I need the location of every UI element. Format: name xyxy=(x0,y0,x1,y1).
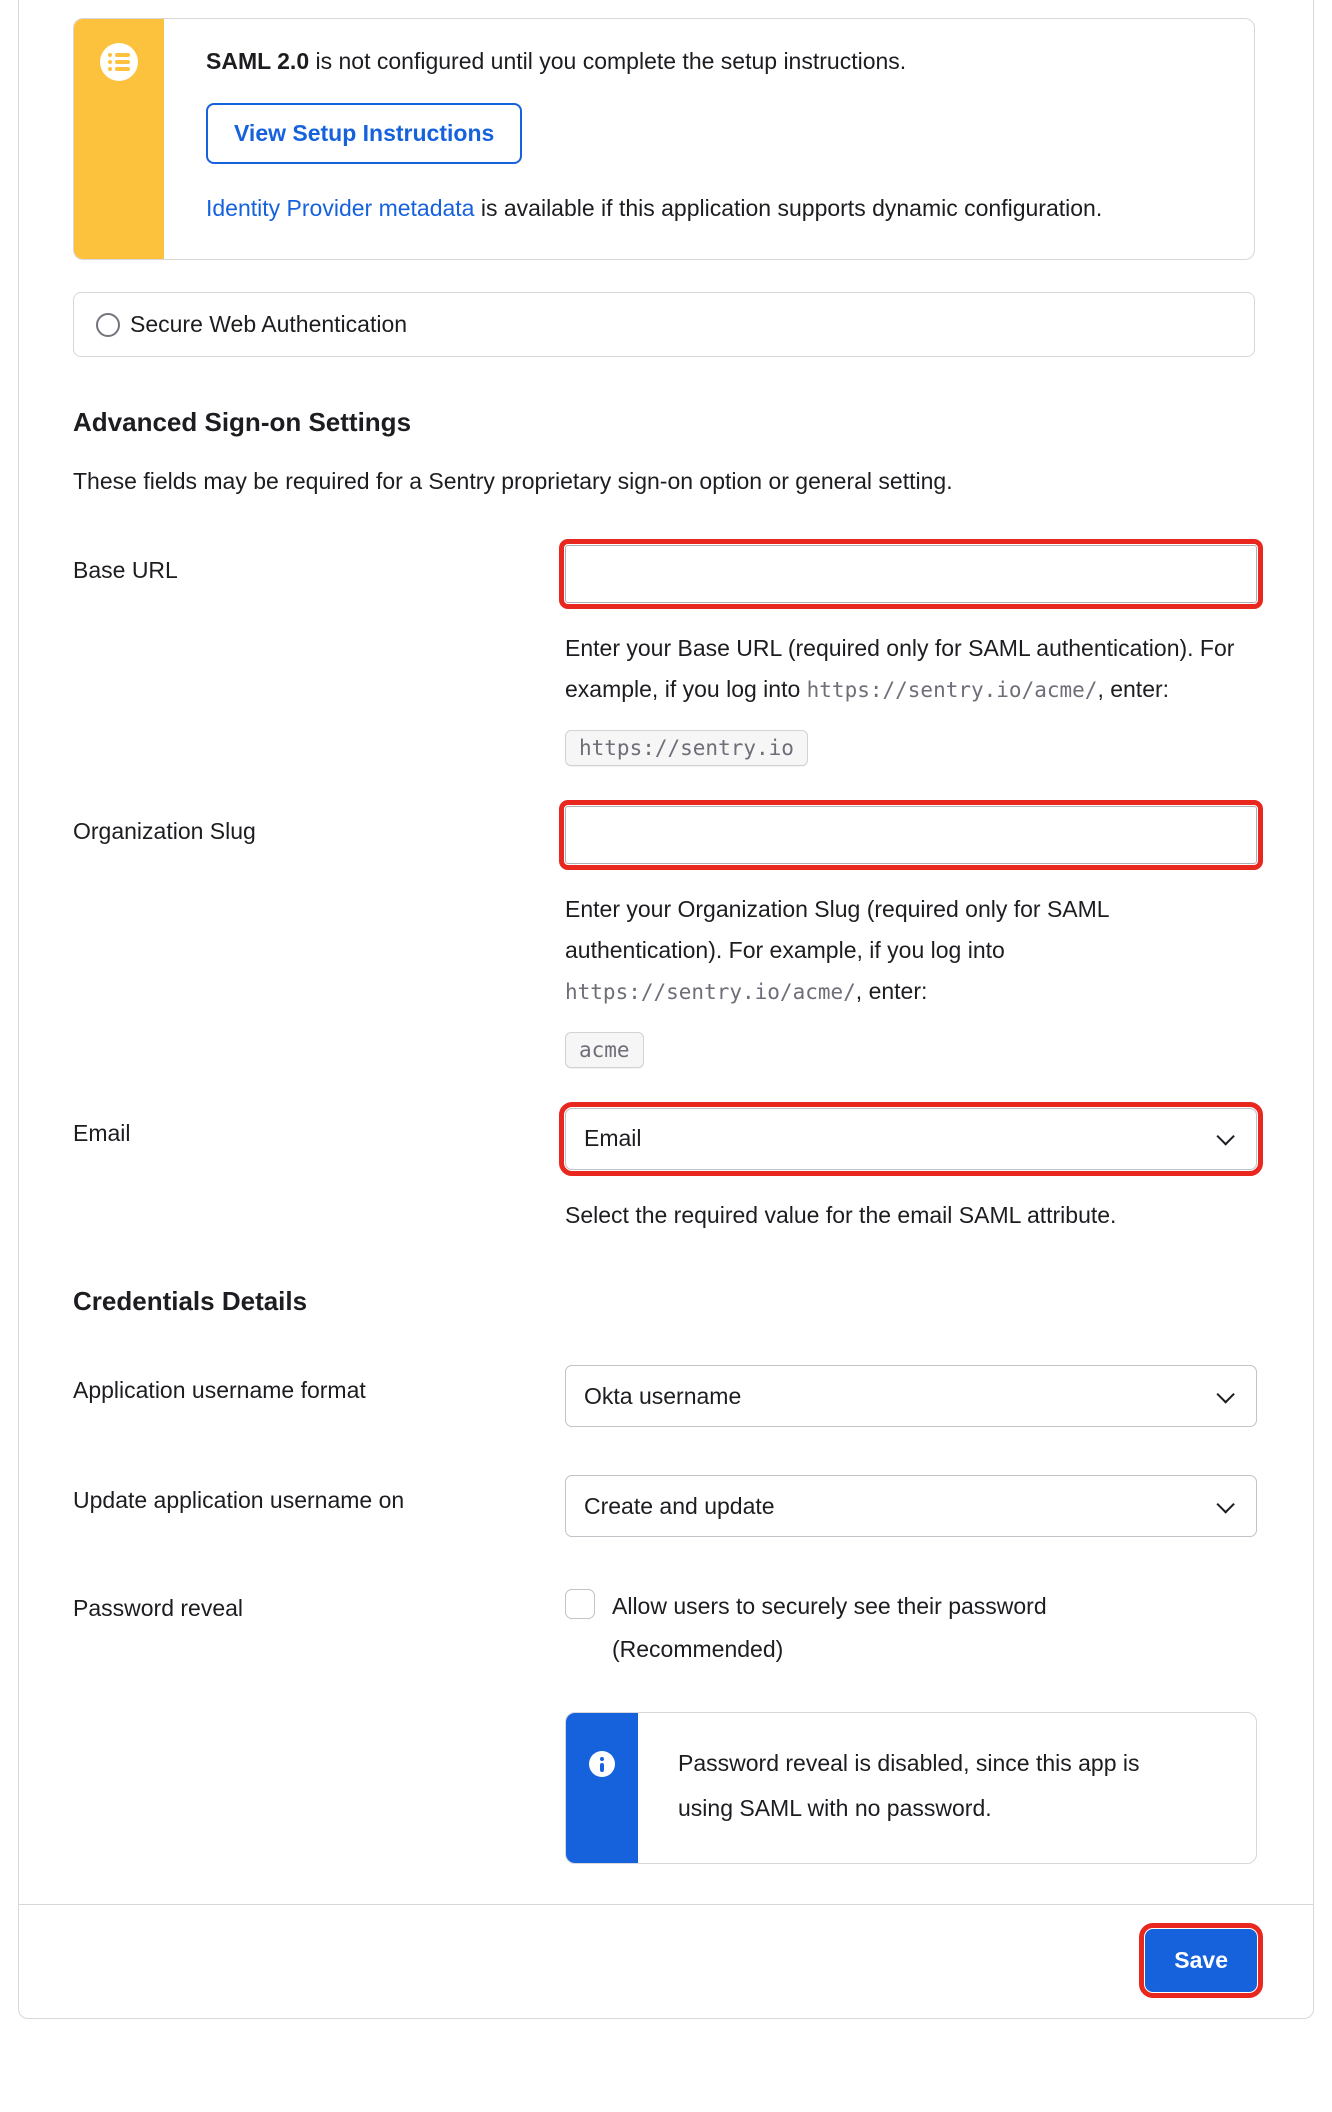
application-username-format-select[interactable] xyxy=(565,1365,1257,1427)
base-url-help: Enter your Base URL (required only for SAML authentication). For example, if you log into https://sentry.io/acme/, enter: xyxy=(565,634,1235,703)
password-reveal-row xyxy=(73,1583,1255,1864)
organization-slug-example-chip: acme xyxy=(565,1032,644,1068)
sign-on-settings-card xyxy=(18,0,1314,2019)
swa-radio-label: Secure Web Authentication xyxy=(130,311,408,338)
swa-radio-button[interactable] xyxy=(96,313,120,337)
update-application-username-value: Create and update xyxy=(584,1492,775,1519)
password-reveal-label: Password reveal xyxy=(73,1595,244,1622)
application-username-format-value: Okta username xyxy=(584,1382,742,1409)
update-application-username-select[interactable] xyxy=(565,1475,1257,1537)
form-footer xyxy=(19,1904,1313,2018)
email-row xyxy=(73,1108,1255,1236)
password-reveal-checkbox-label: Allow users to securely see their password (Recommended) xyxy=(612,1593,1047,1662)
base-url-example-chip: https://sentry.io xyxy=(565,730,808,766)
email-select-value: Email xyxy=(584,1125,642,1152)
organization-slug-example-url: https://sentry.io/acme/ xyxy=(565,980,856,1005)
advanced-sign-on-settings-description: These fields may be required for a Sentry proprietary sign-on option or general setting. xyxy=(73,468,953,495)
email-help: Select the required value for the email SAML attribute. xyxy=(565,1201,1117,1228)
organization-slug-label: Organization Slug xyxy=(73,817,256,844)
saml-warning-callout xyxy=(73,18,1255,260)
organization-slug-row xyxy=(73,806,1255,1068)
password-reveal-checkbox[interactable] xyxy=(565,1589,595,1619)
info-callout-band xyxy=(566,1713,638,1863)
base-url-label: Base URL xyxy=(73,556,178,583)
update-application-username-label: Update application username on xyxy=(73,1487,405,1514)
secure-web-authentication-option[interactable] xyxy=(73,292,1255,357)
organization-slug-help: Enter your Organization Slug (required only for SAML authentication). For example, if you log into https://sentry.io/acme/, enter: xyxy=(565,895,1109,1005)
base-url-example-url: https://sentry.io/acme/ xyxy=(806,678,1098,703)
saml-version-label: SAML 2.0 xyxy=(206,48,310,74)
password-reveal-info-message: Password reveal is disabled, since this app is using SAML with no password. xyxy=(678,1750,1140,1822)
chevron-down-icon xyxy=(1216,1127,1234,1145)
info-icon xyxy=(589,1751,615,1777)
view-setup-instructions-button[interactable]: View Setup Instructions xyxy=(206,103,522,164)
saml-not-configured-message: SAML 2.0 is not configured until you complete the setup instructions. xyxy=(206,48,907,74)
password-reveal-info-callout xyxy=(565,1712,1257,1864)
save-button[interactable]: Save xyxy=(1145,1929,1257,1992)
advanced-sign-on-settings-heading: Advanced Sign-on Settings xyxy=(73,407,412,438)
bulleted-list-icon xyxy=(100,43,138,81)
application-username-format-label: Application username format xyxy=(73,1377,366,1404)
idp-metadata-text: Identity Provider metadata is available if this application supports dynamic configuration. xyxy=(206,194,1103,221)
credentials-details-heading: Credentials Details xyxy=(73,1286,308,1317)
chevron-down-icon xyxy=(1216,1385,1234,1403)
base-url-row xyxy=(73,545,1255,766)
email-select[interactable] xyxy=(565,1108,1257,1170)
email-label: Email xyxy=(73,1119,131,1146)
organization-slug-input[interactable] xyxy=(565,806,1257,864)
base-url-input[interactable] xyxy=(565,545,1257,603)
update-application-username-row xyxy=(73,1475,1255,1537)
sign-on-settings-content xyxy=(19,0,1313,1904)
identity-provider-metadata-link[interactable]: Identity Provider metadata xyxy=(206,194,475,221)
warning-callout-body xyxy=(164,19,1254,259)
chevron-down-icon xyxy=(1216,1495,1234,1513)
application-username-format-row xyxy=(73,1365,1255,1427)
warning-callout-band xyxy=(74,19,164,259)
